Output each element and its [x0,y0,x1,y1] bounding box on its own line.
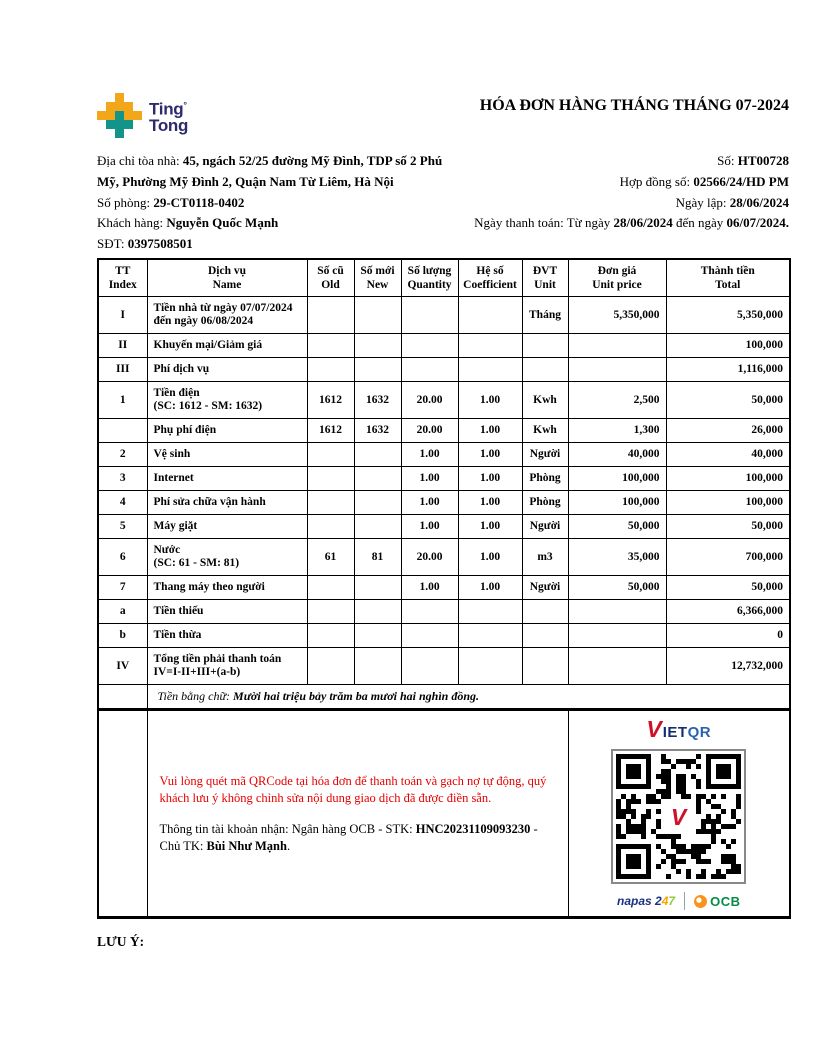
header-info [97,151,789,255]
cell-name [147,334,307,358]
amount-in-words-label: Tiền bằng chữ: [157,689,234,703]
cell-unit: Phòng [522,491,568,515]
table-row [98,491,790,515]
cell-old [307,515,354,539]
tingtong-logo-icon [97,93,142,138]
service-name: Tiền nhà từ ngày 07/07/2024 [153,302,293,314]
cell-unit-price [568,648,666,685]
info-suffix: . [785,215,789,231]
info-right [717,151,789,172]
cell-quantity [401,600,458,624]
column-header-en: Coefficient [463,279,517,291]
table-row [98,515,790,539]
info-label: Địa chỉ tòa nhà: [97,153,183,168]
cell-total: 0 [666,624,790,648]
cell-index: 6 [98,539,147,576]
cell-name [147,467,307,491]
cell-quantity: 1.00 [401,576,458,600]
cell-coefficient [458,334,522,358]
cell-index: 2 [98,443,147,467]
info-left [97,213,278,234]
service-name: Nước [153,544,181,556]
payment-note: Vui lòng quét mã QRCode tại hóa đơn để thanh toán và gạch nợ tự động, quý khách lưu ý không chỉnh sửa nội dung giao dịch đã được điền sẵn. [159,773,547,805]
table-row [98,576,790,600]
info-value: 29-CT0118-0402 [153,194,245,210]
cell-index: II [98,334,147,358]
cell-new [354,491,401,515]
ocb-logo: OCB [694,895,740,908]
amount-in-words-row [98,685,790,710]
cell-old [307,600,354,624]
cell-unit-price: 40,000 [568,443,666,467]
cell-quantity [401,624,458,648]
cell-new: 81 [354,539,401,576]
info-label: Hợp đồng số: [619,173,694,189]
cell-index: a [98,600,147,624]
cell-coefficient: 1.00 [458,443,522,467]
cell-index: 3 [98,467,147,491]
cell-total: 6,366,000 [666,600,790,624]
cell-new [354,576,401,600]
cell-quantity: 1.00 [401,467,458,491]
column-header [458,259,522,297]
cell-old [307,358,354,382]
cell-old: 61 [307,539,354,576]
cell-old [307,297,354,334]
cell-total: 40,000 [666,443,790,467]
cell-unit-price [568,624,666,648]
cell-unit-price: 50,000 [568,576,666,600]
column-header-en: Name [212,279,242,291]
column-header [307,259,354,297]
cell-unit-price: 100,000 [568,491,666,515]
cell-unit: Phòng [522,467,568,491]
cell-name [147,419,307,443]
cell-new [354,334,401,358]
service-name: Phí sửa chữa vận hành [153,496,266,508]
service-name: Tiền điện [153,387,200,399]
column-header [98,259,147,297]
column-header [354,259,401,297]
info-label: SĐT: [97,236,128,252]
table-row [98,419,790,443]
cell-old [307,491,354,515]
account-number: HNC20231109093230 [415,821,531,836]
cell-total: 12,732,000 [666,648,790,685]
cell-coefficient: 1.00 [458,539,522,576]
info-left [97,193,244,214]
table-row [98,443,790,467]
cell-coefficient: 1.00 [458,419,522,443]
cell-new [354,600,401,624]
cell-new: 1632 [354,382,401,419]
info-value: 0397508501 [127,236,193,252]
service-name: Máy giặt [153,520,198,532]
service-name: Vệ sinh [153,448,191,460]
info-label: Khách hàng: [97,215,167,231]
cell-unit-price: 35,000 [568,539,666,576]
bank-logos [617,892,740,910]
cell-quantity: 20.00 [401,382,458,419]
table-row [98,297,790,334]
payment-text-cell [147,710,568,918]
svg-text:V: V [671,804,687,830]
cell-index: I [98,297,147,334]
payment-row [98,710,790,918]
info-label: Số: [717,153,738,168]
cell-new [354,624,401,648]
cell-coefficient [458,624,522,648]
column-header [666,259,790,297]
cell-unit: Kwh [522,419,568,443]
tingtong-logo [97,93,188,138]
footer-note-label: LƯU Ý: [97,934,145,949]
cell-coefficient [458,297,522,334]
cell-new [354,467,401,491]
info-left [97,234,193,255]
cell-unit [522,648,568,685]
info-value: 28/06/2024 [613,215,673,231]
cell-index: III [98,358,147,382]
table-row [98,334,790,358]
info-value: Nguyễn Quốc Mạnh [166,215,279,231]
cell-total: 100,000 [666,334,790,358]
service-name-sub: IV=I-II+III+(a-b) [153,666,241,678]
cell-name [147,297,307,334]
cell-new [354,297,401,334]
cell-new: 1632 [354,419,401,443]
cell-name [147,624,307,648]
info-value: Mỹ, Phường Mỹ Đình 2, Quận Nam Từ Liêm, Hà Nội [97,173,394,189]
cell-coefficient: 1.00 [458,576,522,600]
service-name: Khuyến mại/Giảm giá [153,339,263,351]
cell-total: 50,000 [666,576,790,600]
cell-index: IV [98,648,147,685]
column-header-en: Unit price [592,279,642,291]
info-value: 45, ngách 52/25 đường Mỹ Đình, TDP số 2 Phú [182,153,443,168]
column-header [401,259,458,297]
cell-new [354,648,401,685]
cell-unit: Kwh [522,382,568,419]
cell-unit: Tháng [522,297,568,334]
column-header-en: New [366,279,389,291]
cell-new [354,515,401,539]
cell-index: 7 [98,576,147,600]
cell-quantity [401,297,458,334]
cell-coefficient: 1.00 [458,491,522,515]
cell-coefficient [458,600,522,624]
cell-coefficient [458,648,522,685]
cell-old [307,648,354,685]
cell-old: 1612 [307,382,354,419]
column-header-en: Quantity [407,279,452,291]
cell-quantity: 1.00 [401,515,458,539]
cell-coefficient [458,358,522,382]
qr-code [611,749,746,884]
column-header [147,259,307,297]
cell-quantity: 1.00 [401,491,458,515]
service-name-sub: (SC: 1612 - SM: 1632) [153,400,263,412]
cell-index [98,685,147,710]
cell-unit: Người [522,515,568,539]
invoice-table [97,258,791,919]
cell-total: 100,000 [666,491,790,515]
napas-247-logo: napas 247 [617,893,676,908]
service-name-sub: đến ngày 06/08/2024 [153,315,254,327]
payment-qr-cell [568,710,790,918]
ocb-icon [694,895,707,908]
cell-coefficient: 1.00 [458,382,522,419]
column-header-en: Unit [534,279,556,291]
cell-new [354,443,401,467]
service-name: Tiền thiếu [153,605,204,617]
info-left [97,172,394,193]
cell-unit-price [568,600,666,624]
service-name: Phí dịch vụ [153,363,210,375]
cell-old [307,443,354,467]
service-name: Internet [153,472,194,484]
info-label: Ngày lập: [675,194,730,210]
logo-divider [684,892,685,910]
column-header-vi: ĐVT [532,265,558,277]
cell-name [147,648,307,685]
cell-total: 50,000 [666,515,790,539]
cell-quantity [401,358,458,382]
info-label: đến ngày [672,215,727,231]
info-row [97,151,789,172]
cell-quantity: 20.00 [401,419,458,443]
info-row [97,213,789,234]
info-row [97,172,789,193]
cell-unit [522,624,568,648]
column-header-en: Old [321,279,340,291]
cell-name [147,358,307,382]
cell-name [147,539,307,576]
cell-name [147,576,307,600]
cell-index: 5 [98,515,147,539]
table-row [98,539,790,576]
column-header-vi: Số cũ [317,265,344,277]
cell-quantity [401,648,458,685]
tingtong-logo-text: Ting° Tong [149,99,189,135]
cell-unit-price: 100,000 [568,467,666,491]
info-right [620,172,789,193]
invoice-title: HÓA ĐƠN HÀNG THÁNG THÁNG 07-2024 [479,97,789,114]
cell-unit-price [568,334,666,358]
table-header-row [98,259,790,297]
info-row [97,193,789,214]
account-holder: Bùi Như Mạnh [206,838,287,853]
table-row [98,648,790,685]
table-row [98,624,790,648]
service-name: Thang máy theo người [153,581,265,593]
cell-unit-price: 5,350,000 [568,297,666,334]
cell-total: 100,000 [666,467,790,491]
service-name: Phụ phí điện [153,424,217,436]
cell-old [307,467,354,491]
info-label: Số phòng: [97,194,154,210]
info-label: Ngày thanh toán: Từ ngày [474,215,614,231]
info-value: HT00728 [737,153,789,168]
cell-unit [522,358,568,382]
cell-unit-price: 2,500 [568,382,666,419]
payment-account: Thông tin tài khoản nhận: Ngân hàng OCB - STK: HNC20231109093230 - Chủ TK: Bùi Như Mạnh. [159,821,538,853]
cell-name [147,382,307,419]
info-value: 28/06/2024 [729,194,789,210]
column-header-vi: Dịch vụ [207,265,247,277]
cell-name [147,600,307,624]
cell-coefficient: 1.00 [458,467,522,491]
info-value: 02566/24/HD PM [693,173,789,189]
column-header-vi: Số mới [360,265,395,277]
cell-quantity: 1.00 [401,443,458,467]
cell-unit: m3 [522,539,568,576]
info-right [474,213,789,234]
column-header-vi: Thành tiền [700,265,755,277]
cell-unit-price: 50,000 [568,515,666,539]
cell-index: 4 [98,491,147,515]
cell-unit [522,334,568,358]
cell-total: 26,000 [666,419,790,443]
cell-total: 5,350,000 [666,297,790,334]
cell-unit: Người [522,443,568,467]
cell-index [98,710,147,918]
service-name: Tiền thừa [153,629,202,641]
cell-name [147,443,307,467]
cell-total: 700,000 [666,539,790,576]
cell-unit: Người [522,576,568,600]
service-name: Tổng tiền phải thanh toán [153,653,282,665]
cell-old: 1612 [307,419,354,443]
cell-index: b [98,624,147,648]
info-right [676,193,789,214]
column-header [568,259,666,297]
column-header-vi: Hệ số [476,265,504,277]
info-left [97,151,442,172]
cell-quantity: 20.00 [401,539,458,576]
cell-index: 1 [98,382,147,419]
table-row [98,382,790,419]
service-name-sub: (SC: 61 - SM: 81) [153,557,240,569]
cell-old [307,576,354,600]
column-header [522,259,568,297]
cell-total: 1,116,000 [666,358,790,382]
amount-in-words-cell [147,685,790,710]
amount-in-words-value: Mười hai triệu bảy trăm ba mươi hai nghìn đồng. [233,689,480,703]
info-value: 06/07/2024 [726,215,786,231]
info-row [97,234,789,255]
cell-unit-price: 1,300 [568,419,666,443]
table-row [98,358,790,382]
cell-old [307,334,354,358]
cell-total: 50,000 [666,382,790,419]
cell-index [98,419,147,443]
cell-name [147,491,307,515]
cell-old [307,624,354,648]
vietqr-logo: VIETQR [646,716,712,742]
cell-coefficient: 1.00 [458,515,522,539]
column-header-vi: TT [115,265,131,277]
table-row [98,600,790,624]
cell-new [354,358,401,382]
column-header-vi: Đơn giá [597,265,637,277]
cell-unit-price [568,358,666,382]
column-header-vi: Số lượng [407,265,452,277]
column-header-en: Total [715,279,741,291]
table-row [98,467,790,491]
cell-unit [522,600,568,624]
cell-name [147,515,307,539]
column-header-en: Index [108,279,137,291]
cell-quantity [401,334,458,358]
